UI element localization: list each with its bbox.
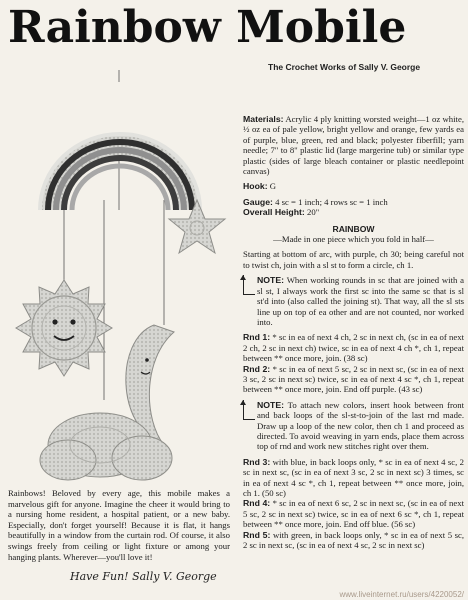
section-heading: RAINBOW <box>332 223 375 234</box>
note-arrow-icon <box>243 275 255 295</box>
round-label: Rnd 5: <box>243 529 271 540</box>
round-text: with green, in back loops only, * sc in ea of next 5 sc, 2 sc in next sc, (sc in ea of next 4 sc, 2 sc in next sc) <box>243 529 464 551</box>
round-4 <box>243 498 464 529</box>
round-text: * sc in ea of next 6 sc, 2 sc in next sc, (sc in ea of next 5 sc, 2 sc in next sc) twice, sc in ea of next 6 sc *, ch 1, repeat between ** once more, join. End off blue. (56 sc) <box>243 498 464 530</box>
pattern-instructions <box>243 114 464 550</box>
hook-text: G <box>269 181 277 192</box>
gauge-line <box>243 197 464 207</box>
byline: The Crochet Works of Sally V. George <box>268 62 421 72</box>
height-text: 20" <box>306 207 320 218</box>
materials-block <box>243 114 464 176</box>
hook-line <box>243 181 464 191</box>
round-label: Rnd 2: <box>243 363 271 374</box>
materials-text: Acrylic 4 ply knitting worsted weight—1 oz white, ½ oz ea of pale yellow, bright yellow and orange, few yards ea of purple, blue, green, red and black; polyester fiberfill; yarn needle; 7" to 8" plastic lid (large margerine tub) or similar type plastic (sides of large bleach container or plastic needlepoint canvas) <box>243 114 464 177</box>
intro-paragraph: Rainbows! Beloved by every age, this mobile makes a marvelous gift for anyone. Imagine the cheer it would bring to a nursing home resident, a hospital patient, or a new baby. Especially, don't forget yourself! Because it is flat, it hangs beautifully in a window from the curtain rod. Of course, it also swings freely from ceiling or light fixture or among your hanging plants. Wherever—you'll love it! <box>8 488 230 562</box>
note-text: When working rounds in sc that are joined with a sl st, I always work the first sc into the same sc that is sl st'd into (also called the joining st). That way, all the sl sts line up on top of ea other and are not counted, nor worked into. <box>257 275 464 327</box>
note-label: NOTE: <box>257 399 285 410</box>
gauge-label: Gauge: <box>243 196 273 207</box>
height-label: Overall Height: <box>243 207 305 218</box>
note-label: NOTE: <box>257 275 285 286</box>
round-text: * sc in ea of next 5 sc, 2 sc in next sc, (sc in ea of next 3 sc, 2 sc in next sc) twice, sc in ea of next 4 sc *, ch 1, repeat between ** once more, join. End off purple. (43 sc) <box>243 363 464 395</box>
round-5 <box>243 530 464 551</box>
note-text: To attach new colors, insert hook between front and back loops of the sl-st-to-join of the last rnd made. Draw up a loop of the new color, then ch 1 and proceed as directed. To avoid weaving in yarn ends, place them across top of rnd and work new stitches right over them. <box>257 399 464 452</box>
start-paragraph: Starting at bottom of arc, with purple, ch 30; being careful not to twist ch, join with a sl st to form a circle, ch 1. <box>243 249 464 270</box>
round-1 <box>243 332 464 363</box>
note-block <box>243 275 464 327</box>
page-title: Rainbow Mobile <box>8 2 407 53</box>
round-text: * sc in ea of next 4 ch, 2 sc in next ch, (sc in ea of next 2 ch, 2 sc in next ch) twice, sc in ea of next 4 ch *, ch 1, repeat between ** once more, join. (38 sc) <box>243 332 464 364</box>
round-label: Rnd 1: <box>243 332 271 343</box>
signature: Have Fun! Sally V. George <box>70 570 217 583</box>
round-label: Rnd 3: <box>243 456 271 467</box>
round-label: Rnd 4: <box>243 498 271 509</box>
height-line <box>243 207 464 217</box>
section-subtitle: —Made in one piece which you fold in half— <box>273 234 434 245</box>
crocheted-mobile-illustration <box>4 60 234 485</box>
note-arrow-icon <box>243 400 255 420</box>
round-text: with blue, in back loops only, * sc in ea of next 4 sc, 2 sc in next sc, (sc in ea of next 3 sc, 2 sc in next sc) 3 times, sc in ea of next 4 sc *, ch 1, repeat between ** once more, join, ch 1. (50 sc) <box>243 456 465 498</box>
gauge-text: 4 sc = 1 inch; 4 rows sc = 1 inch <box>275 196 388 207</box>
mobile-photo <box>4 60 234 485</box>
watermark: www.liveinternet.ru/users/4220052/ <box>339 590 464 599</box>
hook-label: Hook: <box>243 181 268 192</box>
round-2 <box>243 364 464 395</box>
round-3 <box>243 457 464 499</box>
note-block <box>243 400 464 452</box>
materials-label: Materials: <box>243 114 284 124</box>
